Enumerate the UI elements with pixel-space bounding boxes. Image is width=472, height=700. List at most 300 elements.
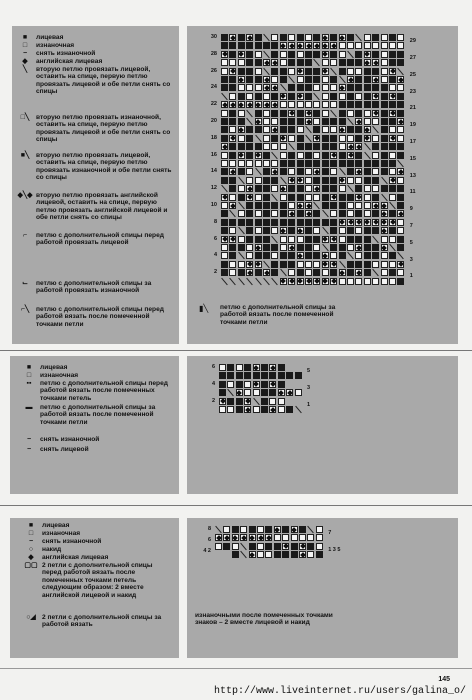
chart-stitch — [322, 227, 329, 234]
legend-symbol-icon: − — [26, 436, 32, 443]
chart-stitch — [313, 252, 320, 259]
chart-stitch — [339, 34, 346, 41]
chart-stitch — [305, 219, 312, 226]
chart-stitch — [261, 372, 268, 379]
chart-stitch — [347, 168, 354, 175]
chart-stitch — [280, 236, 287, 243]
chart-stitch — [253, 398, 260, 405]
chart-stitch — [257, 551, 264, 558]
row-number-right: 7 — [409, 223, 413, 229]
chart-stitch — [238, 84, 245, 91]
chart-stitch — [246, 68, 253, 75]
chart-stitch — [389, 59, 396, 66]
chart-stitch — [347, 177, 354, 184]
legend-text: изнаночная — [42, 530, 81, 537]
chart-stitch — [238, 261, 245, 268]
row-number-right: 3 — [409, 256, 413, 263]
chart-stitch — [221, 76, 228, 83]
chart-stitch — [389, 269, 396, 276]
chart-stitch — [246, 51, 253, 58]
chart-stitch — [232, 543, 239, 550]
chart-stitch — [261, 398, 268, 405]
chart-stitch — [339, 177, 346, 184]
chart-stitch — [221, 227, 228, 234]
chart-stitch — [271, 118, 278, 125]
chart-stitch — [280, 93, 287, 100]
chart-stitch — [322, 278, 329, 285]
chart-stitch — [381, 59, 388, 66]
chart-stitch — [288, 194, 295, 201]
chart-stitch — [255, 236, 262, 243]
chart-stitch — [278, 406, 285, 413]
chart-stitch — [288, 59, 295, 66]
chart-stitch — [355, 101, 362, 108]
chart-stitch — [355, 244, 362, 251]
chart-stitch — [364, 93, 371, 100]
chart-stitch — [280, 84, 287, 91]
legend-text: петлю с дополнительной спицы за работой провязать изнаночной — [36, 280, 152, 295]
chart-stitch — [269, 372, 276, 379]
chart-stitch — [229, 126, 236, 133]
chart-stitch — [238, 126, 245, 133]
row-number-left: 28 — [210, 50, 217, 57]
chart-stitch — [244, 389, 251, 396]
chart-stitch — [238, 101, 245, 108]
chart-stitch — [246, 278, 253, 285]
row-number-left: 4 — [213, 252, 217, 259]
row-number-left: 24 — [210, 84, 217, 91]
chart-stitch — [313, 227, 320, 234]
chart-stitch — [397, 236, 404, 243]
chart-stitch — [238, 68, 245, 75]
chart-stitch — [288, 219, 295, 226]
chart-stitch — [313, 160, 320, 167]
legend-text: петлю с дополнительной спицы за работой вязать после помеченной точками петли — [40, 404, 156, 426]
chart-stitch — [291, 526, 298, 533]
chart-stitch — [364, 126, 371, 133]
legend-text: лицевая — [40, 364, 68, 371]
chart-stitch — [221, 93, 228, 100]
chart-stitch — [246, 84, 253, 91]
chart-stitch — [238, 152, 245, 159]
chart-stitch — [297, 101, 304, 108]
chart-stitch — [246, 219, 253, 226]
chart-stitch — [322, 68, 329, 75]
chart-stitch — [255, 126, 262, 133]
chart-stitch — [280, 42, 287, 49]
chart-stitch — [288, 202, 295, 209]
chart-stitch — [397, 244, 404, 251]
chart-stitch — [238, 202, 245, 209]
chart-stitch — [397, 42, 404, 49]
chart-stitch — [238, 278, 245, 285]
legend-symbol-icon: ⌙ — [22, 280, 28, 287]
chart-stitch — [271, 219, 278, 226]
legend-symbol-icon: ⌐╲ — [20, 306, 30, 313]
chart-stitch — [364, 34, 371, 41]
chart-stitch — [322, 160, 329, 167]
chart-stitch — [280, 101, 287, 108]
chart-stitch — [381, 269, 388, 276]
chart-stitch — [389, 135, 396, 142]
chart-stitch — [297, 252, 304, 259]
chart-stitch — [372, 269, 379, 276]
chart-stitch — [286, 389, 293, 396]
chart-stitch — [330, 219, 337, 226]
row-number-left: 2 — [213, 269, 217, 276]
chart-stitch — [280, 51, 287, 58]
chart-stitch — [330, 93, 337, 100]
chart-stitch — [271, 126, 278, 133]
chart-stitch — [215, 526, 222, 533]
chart-stitch — [271, 252, 278, 259]
chart-stitch — [246, 126, 253, 133]
chart-stitch — [288, 143, 295, 150]
chart-stitch — [322, 118, 329, 125]
chart-stitch — [269, 398, 276, 405]
chart-stitch — [288, 269, 295, 276]
chart-stitch — [223, 534, 230, 541]
chart-stitch — [229, 42, 236, 49]
chart-stitch — [381, 135, 388, 142]
chart-stitch — [269, 389, 276, 396]
chart-stitch — [261, 406, 268, 413]
chart-stitch — [381, 143, 388, 150]
chart-stitch — [255, 177, 262, 184]
chart-stitch — [372, 68, 379, 75]
chart-stitch — [339, 236, 346, 243]
chart-stitch — [372, 143, 379, 150]
chart-stitch — [221, 236, 228, 243]
chart-stitch — [288, 177, 295, 184]
chart-stitch — [313, 135, 320, 142]
chart-stitch — [389, 101, 396, 108]
row-number-right: 17 — [409, 139, 416, 145]
chart-stitch — [271, 59, 278, 66]
chart-stitch — [364, 219, 371, 226]
chart-stitch — [322, 84, 329, 91]
chart-stitch — [246, 76, 253, 83]
chart-stitch — [364, 227, 371, 234]
chart-stitch — [397, 168, 404, 175]
chart-stitch — [271, 84, 278, 91]
chart-stitch — [219, 364, 226, 371]
chart-stitch — [339, 194, 346, 201]
row-number-right: 5 — [409, 239, 413, 246]
chart-stitch — [221, 34, 228, 41]
chart-stitch — [305, 101, 312, 108]
chart-stitch — [313, 93, 320, 100]
chart-stitch — [313, 84, 320, 91]
chart-stitch — [238, 160, 245, 167]
legend-symbol-icon: ▢▢ — [24, 562, 38, 569]
chart-stitch — [297, 126, 304, 133]
chart-stitch — [288, 101, 295, 108]
chart-stitch — [297, 84, 304, 91]
chart-stitch — [263, 135, 270, 142]
chart-stitch — [381, 101, 388, 108]
chart-stitch — [305, 126, 312, 133]
chart-stitch — [330, 278, 337, 285]
chart-stitch — [236, 398, 243, 405]
chart-stitch — [221, 194, 228, 201]
chart-stitch — [238, 93, 245, 100]
chart-stitch — [246, 269, 253, 276]
chart-stitch — [229, 269, 236, 276]
chart-stitch — [347, 135, 354, 142]
chart-stitch — [238, 236, 245, 243]
chart-stitch — [263, 68, 270, 75]
chart-stitch — [347, 76, 354, 83]
chart-stitch — [330, 227, 337, 234]
row-number-left: 26 — [210, 67, 217, 74]
chart-stitch — [322, 194, 329, 201]
chart-stitch — [330, 177, 337, 184]
chart-stitch — [269, 406, 276, 413]
chart-stitch — [297, 51, 304, 58]
chart-stitch — [397, 143, 404, 150]
chart-stitch — [288, 152, 295, 159]
knitting-chart-3 — [201, 526, 341, 566]
chart-stitch — [339, 143, 346, 150]
legend-symbol-icon: ◆╲◆ — [17, 192, 33, 199]
chart-stitch — [246, 261, 253, 268]
chart-stitch — [238, 244, 245, 251]
chart-stitch — [297, 269, 304, 276]
chart-stitch — [246, 185, 253, 192]
chart-stitch — [288, 210, 295, 217]
chart-stitch — [389, 143, 396, 150]
chart-stitch — [381, 210, 388, 217]
chart-stitch — [389, 110, 396, 117]
row-number-right: 3 — [307, 385, 311, 391]
chart-stitch — [355, 261, 362, 268]
chart-stitch — [313, 177, 320, 184]
chart-stitch — [397, 269, 404, 276]
chart-stitch — [271, 269, 278, 276]
chart-stitch — [297, 110, 304, 117]
chart-stitch — [288, 110, 295, 117]
chart-stitch — [372, 244, 379, 251]
chart-stitch — [397, 278, 404, 285]
chart-stitch — [313, 101, 320, 108]
chart-stitch — [389, 34, 396, 41]
chart-stitch — [330, 110, 337, 117]
chart-panel-1 — [187, 26, 458, 344]
chart-stitch — [347, 93, 354, 100]
chart-stitch — [291, 551, 298, 558]
chart-stitch — [330, 118, 337, 125]
chart-stitch — [280, 219, 287, 226]
chart-stitch — [339, 42, 346, 49]
chart-stitch — [364, 42, 371, 49]
chart-stitch — [229, 118, 236, 125]
chart-stitch — [238, 210, 245, 217]
chart-stitch — [253, 372, 260, 379]
row-number-left: 8 — [213, 218, 217, 225]
chart-stitch — [263, 252, 270, 259]
chart-stitch — [263, 110, 270, 117]
chart-stitch — [347, 101, 354, 108]
chart-stitch — [397, 219, 404, 226]
chart-stitch — [313, 34, 320, 41]
chart-stitch — [372, 227, 379, 234]
page-number: 145 — [438, 676, 450, 683]
chart-stitch — [372, 202, 379, 209]
chart-stitch — [339, 51, 346, 58]
chart-stitch — [305, 76, 312, 83]
chart-stitch — [280, 152, 287, 159]
chart-stitch — [347, 160, 354, 167]
chart-stitch — [330, 152, 337, 159]
chart-stitch — [229, 152, 236, 159]
chart-stitch — [297, 135, 304, 142]
chart-stitch — [322, 59, 329, 66]
chart-stitch — [236, 406, 243, 413]
chart-stitch — [322, 76, 329, 83]
chart-stitch — [339, 126, 346, 133]
chart-stitch — [274, 551, 281, 558]
chart-stitch — [339, 110, 346, 117]
chart-stitch — [280, 126, 287, 133]
chart-stitch — [316, 551, 323, 558]
chart-stitch — [355, 194, 362, 201]
legend-text: петлю с дополнительной спицы перед работой провязать лицевой — [36, 232, 164, 247]
chart-stitch — [355, 185, 362, 192]
chart-stitch — [322, 261, 329, 268]
chart-stitch — [297, 118, 304, 125]
chart-stitch — [355, 252, 362, 259]
chart-stitch — [240, 551, 247, 558]
chart-stitch — [330, 68, 337, 75]
chart-stitch — [221, 110, 228, 117]
chart-stitch — [297, 76, 304, 83]
chart-stitch — [255, 210, 262, 217]
chart-stitch — [297, 160, 304, 167]
chart-stitch — [372, 118, 379, 125]
chart-stitch — [313, 76, 320, 83]
row-number-left: 4 — [211, 380, 215, 387]
chart-stitch — [221, 202, 228, 209]
chart-stitch — [236, 372, 243, 379]
chart-stitch — [246, 177, 253, 184]
chart-stitch — [339, 84, 346, 91]
chart-stitch — [372, 59, 379, 66]
chart-stitch — [397, 118, 404, 125]
chart-stitch — [236, 389, 243, 396]
chart-stitch — [263, 84, 270, 91]
chart-stitch — [339, 76, 346, 83]
chart-stitch — [244, 364, 251, 371]
chart-stitch — [221, 185, 228, 192]
chart-stitch — [330, 194, 337, 201]
chart-stitch — [347, 210, 354, 217]
chart-stitch — [297, 244, 304, 251]
chart-stitch — [271, 168, 278, 175]
chart-stitch — [307, 534, 314, 541]
chart-stitch — [381, 34, 388, 41]
row-number-right: 11 — [409, 189, 416, 196]
chart-stitch — [389, 152, 396, 159]
chart-stitch — [221, 152, 228, 159]
chart-stitch — [372, 135, 379, 142]
chart-stitch — [253, 381, 260, 388]
chart-stitch — [372, 76, 379, 83]
chart-stitch — [221, 177, 228, 184]
footer-divider — [0, 668, 472, 669]
chart-stitch — [238, 185, 245, 192]
chart-stitch — [229, 84, 236, 91]
chart-stitch — [255, 135, 262, 142]
chart-stitch — [364, 76, 371, 83]
chart-stitch — [265, 526, 272, 533]
chart-stitch — [347, 51, 354, 58]
chart-stitch — [381, 126, 388, 133]
chart-stitch — [347, 278, 354, 285]
chart-stitch — [229, 110, 236, 117]
chart-stitch — [389, 278, 396, 285]
chart-stitch — [223, 526, 230, 533]
chart-stitch — [389, 210, 396, 217]
chart-stitch — [229, 34, 236, 41]
chart-stitch — [229, 227, 236, 234]
legend-symbol-icon: ╲ — [22, 66, 28, 73]
chart-stitch — [397, 177, 404, 184]
chart-stitch — [347, 34, 354, 41]
chart-stitch — [288, 126, 295, 133]
chart-stitch — [313, 59, 320, 66]
chart-stitch — [221, 269, 228, 276]
chart-stitch — [313, 110, 320, 117]
legend-text: лицевая — [36, 34, 64, 41]
chart-stitch — [339, 168, 346, 175]
chart-stitch — [389, 219, 396, 226]
chart-stitch — [232, 534, 239, 541]
chart-stitch — [246, 42, 253, 49]
legend-symbol-icon: □ — [22, 42, 28, 49]
chart-stitch — [389, 185, 396, 192]
chart-stitch — [347, 185, 354, 192]
chart-stitch — [288, 93, 295, 100]
chart-stitch — [339, 261, 346, 268]
chart-stitch — [280, 76, 287, 83]
chart-stitch — [313, 51, 320, 58]
chart-stitch — [271, 244, 278, 251]
chart-stitch — [238, 59, 245, 66]
chart-stitch — [280, 278, 287, 285]
chart-stitch — [313, 68, 320, 75]
chart-stitch — [299, 551, 306, 558]
chart-stitch — [297, 152, 304, 159]
chart-stitch — [330, 244, 337, 251]
chart-stitch — [347, 261, 354, 268]
chart-stitch — [330, 160, 337, 167]
chart-stitch — [313, 143, 320, 150]
chart-stitch — [313, 236, 320, 243]
chart-stitch — [355, 227, 362, 234]
legend-symbol-icon: ▬ — [25, 404, 33, 411]
chart-stitch — [265, 551, 272, 558]
chart-stitch — [255, 93, 262, 100]
chart-stitch — [236, 381, 243, 388]
legend-text: английская лицевая — [42, 554, 109, 561]
chart-stitch — [271, 152, 278, 159]
chart-stitch — [288, 42, 295, 49]
source-url: http://www.liveinternet.ru/users/galina_o/ — [213, 686, 466, 697]
chart-stitch — [347, 227, 354, 234]
chart-stitch — [246, 210, 253, 217]
chart-stitch — [322, 42, 329, 49]
